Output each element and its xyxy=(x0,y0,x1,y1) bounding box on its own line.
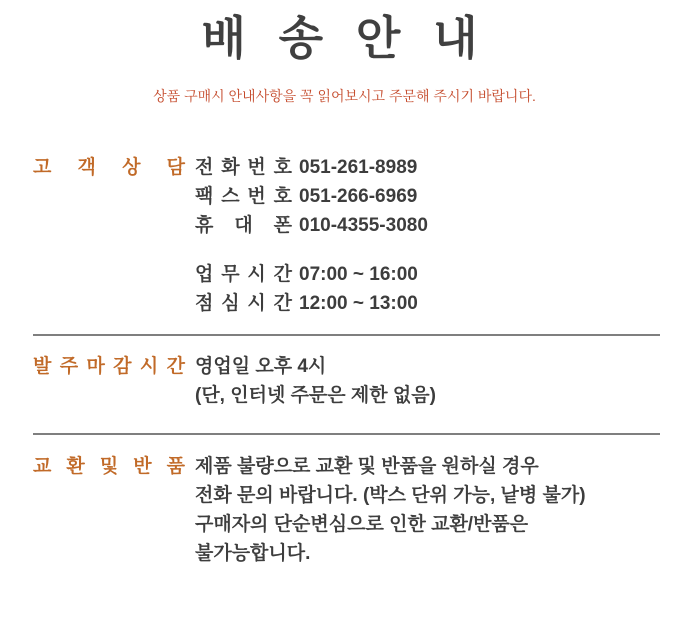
blank-line xyxy=(195,240,428,260)
hours-value: 12:00 ~ 13:00 xyxy=(299,293,418,314)
hours-row-lunch xyxy=(195,289,428,318)
section-heading-customer-service: 고 객 상 담 xyxy=(33,157,185,178)
contact-value: 051-261-8989 xyxy=(299,157,418,178)
page-subtitle: 상품 구매시 안내사항을 꼭 읽어보시고 주문해 주시기 바랍니다. xyxy=(153,88,536,104)
exchange-return-content xyxy=(195,452,586,568)
contact-label: 전 화 번 호 xyxy=(195,157,292,178)
order-deadline-content xyxy=(195,352,436,410)
exchange-line: 제품 불량으로 교환 및 반품을 원하실 경우 xyxy=(195,456,539,477)
page-title: 배 송 안 내 xyxy=(201,12,488,64)
section-heading-exchange-return: 교 환 및 반 품 xyxy=(33,456,185,477)
contact-row-mobile xyxy=(195,211,428,240)
contact-value: 051-266-6969 xyxy=(299,186,418,207)
contact-label: 휴 대 폰 xyxy=(195,215,292,236)
section-divider xyxy=(33,334,660,336)
exchange-line: 불가능합니다. xyxy=(195,543,311,564)
section-heading-order-deadline: 발 주 마 감 시 간 xyxy=(33,356,185,377)
delivery-info-page xyxy=(0,10,689,638)
hours-row-business xyxy=(195,260,428,289)
hours-value: 07:00 ~ 16:00 xyxy=(299,264,418,285)
contact-row-fax xyxy=(195,182,428,211)
exchange-line: 구매자의 단순변심으로 인한 교환/반품은 xyxy=(195,514,529,535)
contact-value: 010-4355-3080 xyxy=(299,215,428,236)
customer-service-content xyxy=(195,153,428,318)
contact-row-phone xyxy=(195,153,428,182)
exchange-line: 전화 문의 바랍니다. (박스 단위 가능, 낱병 불가) xyxy=(195,485,586,506)
hours-label: 점 심 시 간 xyxy=(195,293,292,314)
deadline-line: 영업일 오후 4시 xyxy=(195,356,327,377)
hours-label: 업 무 시 간 xyxy=(195,264,292,285)
deadline-note-line: (단, 인터넷 주문은 제한 없음) xyxy=(195,385,436,406)
section-exchange-return xyxy=(0,452,689,568)
contact-label: 팩 스 번 호 xyxy=(195,186,292,207)
section-order-deadline xyxy=(0,352,689,410)
section-divider xyxy=(33,433,660,435)
section-customer-service xyxy=(0,153,689,318)
